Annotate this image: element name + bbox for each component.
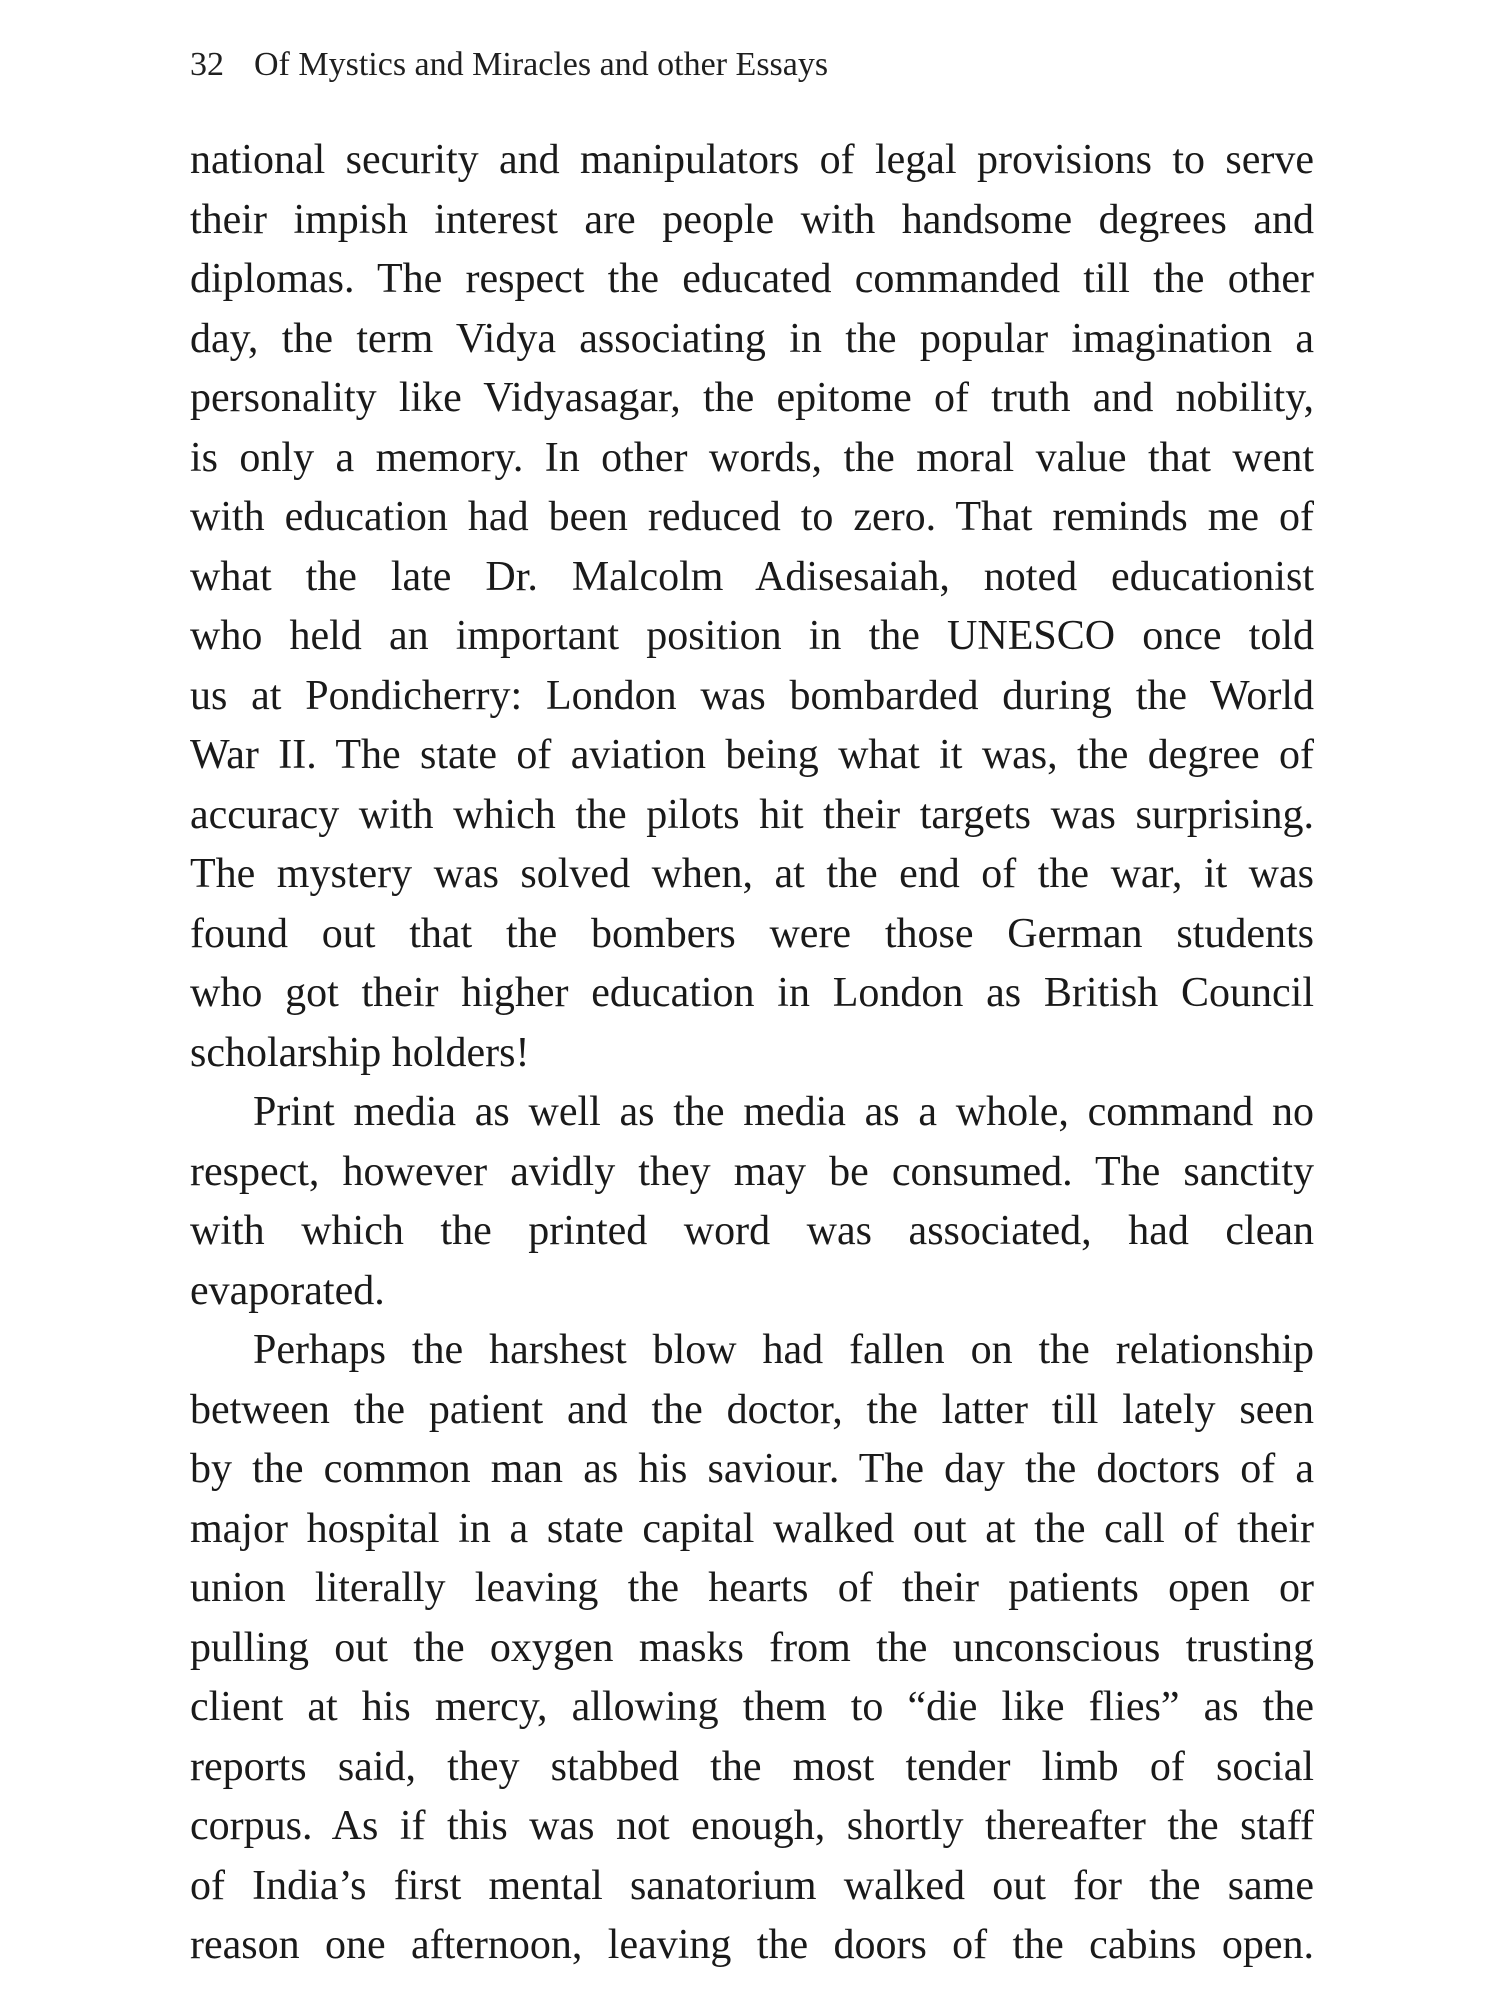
text-line: with which the printed word was associated, had clean — [190, 1208, 1314, 1254]
text-line: The mystery was solved when, at the end of the war, it was — [190, 851, 1314, 897]
text-line: found out that the bombers were those German students — [190, 910, 1314, 957]
text-line: client at his mercy, allowing them to “die like flies” as the — [190, 1684, 1314, 1730]
text-line: who got their higher education in London as British Council — [190, 970, 1314, 1016]
text-line: between the patient and the doctor, the latter till lately seen — [190, 1386, 1314, 1433]
text-line: reports said, they stabbed the most tender limb of social — [190, 1743, 1314, 1790]
text-line: of India’s first mental sanatorium walked out for the same — [190, 1862, 1314, 1909]
text-line: major hospital in a state capital walked out at the call of their — [190, 1505, 1314, 1552]
text-line: by the common man as his saviour. The day the doctors of a — [190, 1446, 1314, 1492]
book-title: Of Mystics and Miracles and other Essays — [254, 46, 829, 83]
text-line: evaporated. — [190, 1267, 385, 1314]
paragraph-2 — [190, 1083, 1314, 1321]
text-line: is only a memory. In other words, the moral value that went — [190, 434, 1314, 481]
text-line: us at Pondicherry: London was bombarded during the World — [190, 672, 1314, 719]
text-line: Print media as well as the media as a whole, command no — [253, 1089, 1314, 1135]
text-line: union literally leaving the hearts of their patients open or — [190, 1565, 1314, 1611]
text-line: respect, however avidly they may be consumed. The sanctity — [190, 1148, 1314, 1195]
text-line: War II. The state of aviation being what it was, the degree of — [190, 732, 1314, 778]
text-line: their impish interest are people with handsome degrees and — [190, 196, 1314, 243]
text-line: who held an important position in the UNESCO once told — [190, 613, 1314, 659]
page-number: 32 — [190, 46, 224, 83]
text-line: diplomas. The respect the educated commanded till the other — [190, 256, 1314, 302]
text-line: day, the term Vidya associating in the popular imagination a — [190, 315, 1314, 362]
text-line: national security and manipulators of legal provisions to serve — [190, 137, 1314, 183]
text-line: corpus. As if this was not enough, shortly thereafter the staff — [190, 1803, 1314, 1849]
text-line: with education had been reduced to zero. That reminds me of — [190, 494, 1314, 540]
paragraph-1 — [190, 131, 1314, 1083]
text-line: scholarship holders! — [190, 1029, 530, 1076]
text-line: accuracy with which the pilots hit their targets was surprising. — [190, 791, 1314, 838]
paragraph-3 — [190, 1321, 1314, 1976]
text-line: reason one afternoon, leaving the doors of the cabins open. — [190, 1922, 1314, 1968]
text-line: pulling out the oxygen masks from the unconscious trusting — [190, 1624, 1314, 1671]
text-line: Perhaps the harshest blow had fallen on the relationship — [253, 1327, 1314, 1373]
body-text — [190, 131, 1314, 1976]
running-header — [190, 40, 828, 90]
text-line: what the late Dr. Malcolm Adisesaiah, noted educationist — [190, 553, 1314, 600]
text-line: personality like Vidyasagar, the epitome of truth and nobility, — [190, 375, 1314, 421]
